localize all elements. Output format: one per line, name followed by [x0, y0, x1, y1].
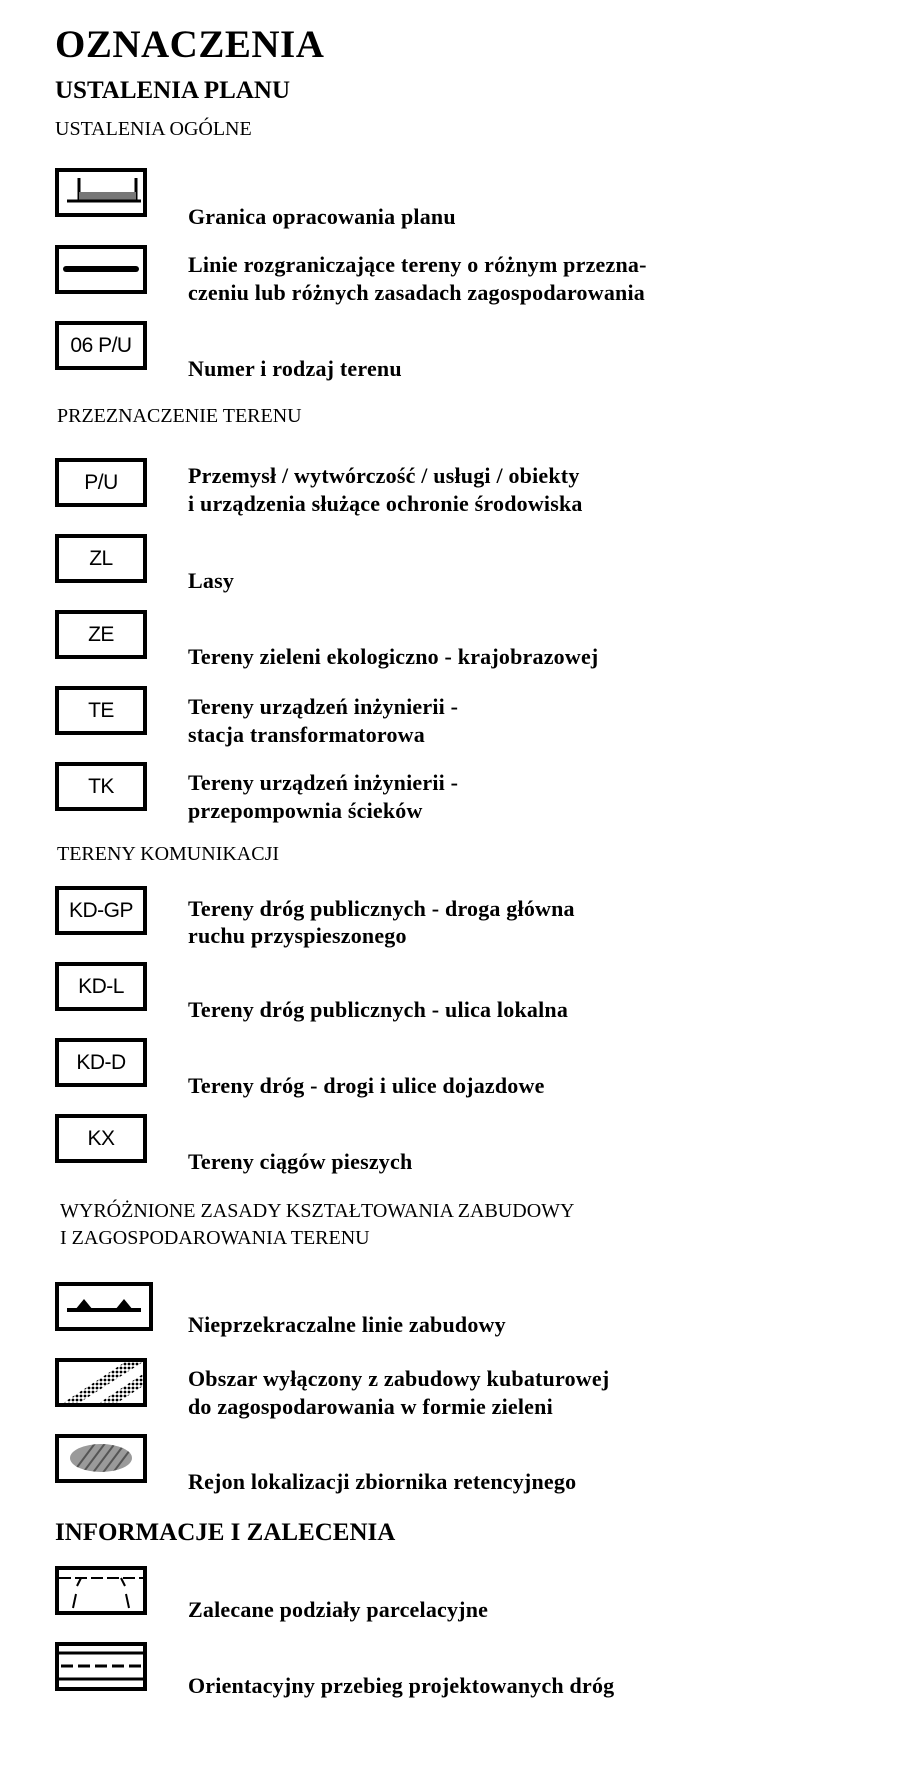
purpose-description-pu-2: i urządzenia służące ochronie środowiska [188, 491, 583, 516]
purpose-symbol-ze [55, 610, 147, 659]
purpose-description-zl: Lasy [188, 568, 235, 593]
green-zone-description-2: do zagospodarowania w formie zieleni [188, 1394, 553, 1419]
parcel-division-description: Zalecane podziały parcelacyjne [188, 1597, 489, 1622]
transport-description-kdd: Tereny dróg - drogi i ulice dojazdowe [188, 1073, 545, 1098]
purpose-description-te-1: Tereny urządzeń inżynierii - [188, 694, 459, 719]
transport-description-kdl: Tereny dróg publicznych - ulica lokalna [188, 997, 569, 1022]
section-transport-heading: TERENY KOMUNIKACJI [57, 843, 280, 865]
transport-code-kdl: KD-L [78, 974, 124, 998]
area-number-code: 06 P/U [70, 333, 132, 357]
transport-description-kdgp-2: ruchu przyspieszonego [188, 923, 407, 948]
green-zone-symbol [55, 1358, 147, 1407]
purpose-symbol-pu [55, 458, 147, 507]
plan-subtitle: USTALENIA PLANU [55, 77, 290, 104]
purpose-description-tk-2: przepompownia ścieków [188, 798, 423, 823]
section-rules-heading-2: I ZAGOSPODAROWANIA TERENU [60, 1227, 370, 1249]
plan-boundary-description: Granica opracowania planu [188, 204, 456, 229]
building-line-description: Nieprzekraczalne linie zabudowy [188, 1312, 506, 1337]
purpose-code-zl: ZL [89, 546, 113, 570]
parcel-division-symbol [55, 1566, 147, 1615]
purpose-code-pu: P/U [84, 470, 118, 494]
purpose-description-ze: Tereny zieleni ekologiczno - krajobrazowej [188, 644, 599, 669]
transport-symbol-kx [55, 1114, 147, 1163]
area-number-description: Numer i rodzaj terenu [188, 356, 402, 381]
dividing-line-description-1: Linie rozgraniczające tereny o różnym przezna- [188, 252, 647, 277]
planned-road-symbol [55, 1642, 147, 1691]
purpose-symbol-tk [55, 762, 147, 811]
planned-road-description: Orientacyjny przebieg projektowanych dróg [188, 1673, 615, 1698]
section-rules-heading-1: WYRÓŻNIONE ZASADY KSZTAŁTOWANIA ZABUDOWY [60, 1200, 575, 1222]
purpose-description-te-2: stacja transformatorowa [188, 722, 425, 747]
building-line-symbol [55, 1282, 153, 1331]
transport-symbol-kdgp [55, 886, 147, 935]
dividing-line-description-2: czeniu lub różnych zasadach zagospodarowania [188, 280, 645, 305]
purpose-code-te: TE [88, 698, 114, 722]
plan-boundary-symbol [55, 168, 147, 217]
section-general-heading: USTALENIA OGÓLNE [55, 118, 252, 140]
transport-code-kdgp: KD-GP [68, 898, 133, 922]
transport-code-kx: KX [87, 1126, 115, 1150]
green-zone-description-1: Obszar wyłączony z zabudowy kubaturowej [188, 1366, 610, 1391]
area-number-symbol [55, 321, 147, 370]
purpose-symbol-te [55, 686, 147, 735]
transport-description-kx: Tereny ciągów pieszych [188, 1149, 413, 1174]
purpose-code-ze: ZE [88, 622, 114, 646]
transport-symbol-kdl [55, 962, 147, 1011]
transport-symbol-kdd [55, 1038, 147, 1087]
purpose-symbol-zl [55, 534, 147, 583]
section-purpose-heading: PRZEZNACZENIE TERENU [57, 405, 302, 427]
purpose-description-tk-1: Tereny urządzeń inżynierii - [188, 770, 459, 795]
dividing-line-symbol [55, 245, 147, 294]
section-info-heading: INFORMACJE I ZALECENIA [55, 1519, 396, 1546]
purpose-code-tk: TK [88, 774, 114, 798]
transport-code-kdd: KD-D [76, 1050, 126, 1074]
purpose-description-pu-1: Przemysł / wytwórczość / usługi / obiekty [188, 463, 580, 488]
retention-tank-description: Rejon lokalizacji zbiornika retencyjnego [188, 1469, 577, 1494]
page-title: OZNACZENIA [55, 23, 325, 66]
retention-tank-symbol [55, 1434, 147, 1483]
transport-description-kdgp-1: Tereny dróg publicznych - droga główna [188, 896, 575, 921]
